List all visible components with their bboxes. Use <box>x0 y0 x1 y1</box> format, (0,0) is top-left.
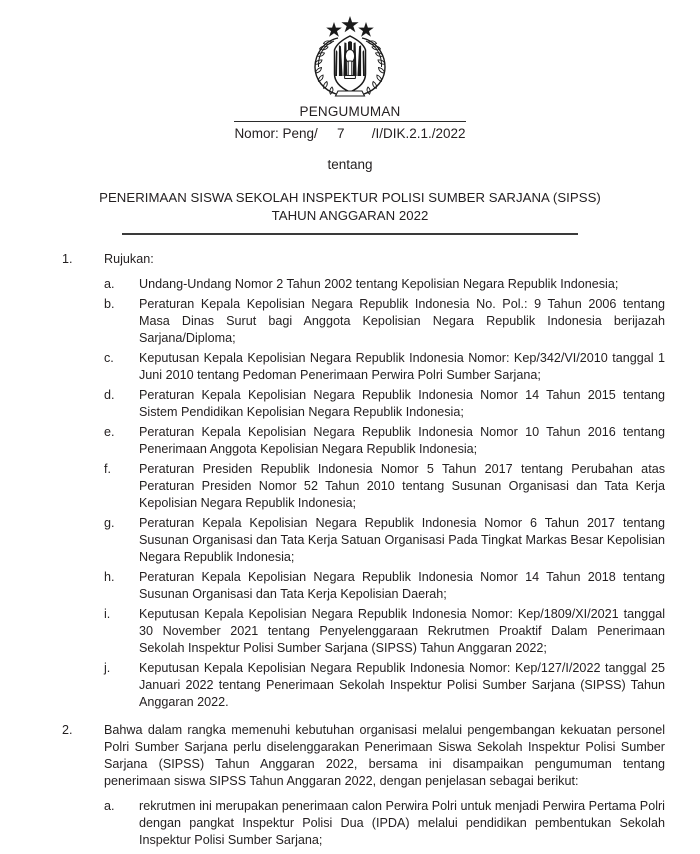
list-item-marker: i. <box>104 606 111 621</box>
list-item-text: Peraturan Presiden Republik Indonesia Nomor 5 Tahun 2017 tentang Perubahan atas Peraturan Presiden Nomor 52 Tahun 2010 tentang Susunan Organisasi dan Tata Kerja Kepolisian Negara Republik Indonesia; <box>139 461 665 510</box>
list-item <box>104 461 665 512</box>
list-item-text: Keputusan Kepala Kepolisian Negara Republik Indonesia Nomor: Kep/127/I/2022 tanggal 25 Januari 2022 tentang Penerimaan Sekolah Inspektur Polisi Sumber Sarjana (SIPSS) Tahun Anggaran 2022. <box>139 660 665 709</box>
title-line-1: PENERIMAAN SISWA SEKOLAH INSPEKTUR POLISI SUMBER SARJANA (SIPSS) <box>99 190 601 205</box>
header-block <box>0 104 700 173</box>
announcement-number-line <box>234 122 465 143</box>
list-item-text: rekrutmen ini merupakan penerimaan calon Perwira Polri untuk menjadi Perwira Pertama Polri dengan pangkat Inspektur Polisi Dua (IPDA) melalui pendidikan pembentukan Sekolah Inspektur Polisi Sumber Sarjana; <box>139 798 665 847</box>
list-item <box>104 424 665 458</box>
list-item-text: Undang-Undang Nomor 2 Tahun 2002 tentang Kepolisian Negara Republik Indonesia; <box>139 276 619 291</box>
list-item-marker: a. <box>104 276 115 291</box>
list-item <box>104 660 665 711</box>
list-item-marker: g. <box>104 515 115 530</box>
list-item-text: Peraturan Kepala Kepolisian Negara Republik Indonesia Nomor 6 Tahun 2017 tentang Susunan Organisasi dan Tata Kerja Satuan Organisasi Pada Tingkat Markas Besar Kepolisian Negara Republik Indonesia; <box>139 515 665 564</box>
announcement-number-group <box>234 104 465 143</box>
emblem-container <box>0 0 700 100</box>
list-item <box>104 515 665 566</box>
section-2-marker: 2. <box>62 722 73 737</box>
list-item-text: Peraturan Kepala Kepolisian Negara Republik Indonesia No. Pol.: 9 Tahun 2006 tentang Masa Dinas Surut bagi Anggota Kepolisian Negara Republik Indonesia berijazah Sarjana/Diploma; <box>139 296 665 345</box>
list-item <box>104 276 665 293</box>
nomor-number: 7 <box>336 126 345 141</box>
section-1-marker: 1. <box>62 251 73 266</box>
polri-tribrata-emblem-icon <box>308 14 392 102</box>
list-item-text: Peraturan Kepala Kepolisian Negara Republik Indonesia Nomor 14 Tahun 2018 tentang Susunan Organisasi dan Tata Kerja Kepolisian Daerah; <box>139 569 665 601</box>
section-2-heading: Bahwa dalam rangka memenuhi kebutuhan organisasi melalui pengembangan kekuatan personel Polri Sumber Sarjana perlu diselenggarakan Penerimaan Siswa Sekolah Inspektur Polisi Sumber Sarjana (SIPSS) Tahun Anggaran 2022, bersama ini disampaikan pengumuman tentang penerimaan siswa SIPSS Tahun Anggaran 2022, dengan penjelasan sebagai berikut: <box>104 722 665 788</box>
section-2-sublist <box>62 798 665 849</box>
announcement-label: PENGUMUMAN <box>234 104 465 122</box>
tentang-label: tentang <box>327 157 373 172</box>
list-item-marker: a. <box>104 798 115 813</box>
document-body <box>0 251 700 849</box>
list-item <box>104 296 665 347</box>
list-item-text: Keputusan Kepala Kepolisian Negara Republik Indonesia Nomor: Kep/342/VI/2010 tanggal 1 Juni 2010 tentang Pedoman Penerimaan Perwira Polri Sumber Sarjana; <box>139 350 665 382</box>
title-line-2: TAHUN ANGGARAN 2022 <box>271 208 429 223</box>
list-item <box>104 798 665 849</box>
list-item-text: Keputusan Kepala Kepolisian Negara Republik Indonesia Nomor: Kep/1809/XI/2021 tanggal 30 November 2021 tentang Penyelenggaraan Rekrutmen Proaktif Dalam Penerimaan Sekolah Inspektur Polisi Sumber Sarjana (SIPSS) Tahun Anggaran 2022; <box>139 606 665 655</box>
nomor-suffix: /I/DIK.2.1./2022 <box>371 126 466 141</box>
list-item-text: Peraturan Kepala Kepolisian Negara Republik Indonesia Nomor 10 Tahun 2016 tentang Penerimaan Anggota Kepolisian Negara Republik Indonesia; <box>139 424 665 456</box>
list-item <box>104 350 665 384</box>
section-1-heading: Rujukan: <box>104 251 154 266</box>
list-item-marker: j. <box>104 660 111 675</box>
list-item-marker: b. <box>104 296 115 311</box>
list-item-marker: h. <box>104 569 115 584</box>
page-title <box>0 189 700 235</box>
list-item-marker: e. <box>104 424 115 439</box>
title-divider <box>122 233 578 235</box>
section-1 <box>62 251 665 268</box>
list-item <box>104 606 665 657</box>
list-item-marker: c. <box>104 350 114 365</box>
list-item <box>104 569 665 603</box>
list-item-marker: f. <box>104 461 111 476</box>
nomor-prefix: Nomor: Peng/ <box>234 126 318 141</box>
list-item-marker: d. <box>104 387 115 402</box>
section-2 <box>62 722 665 790</box>
section-1-sublist <box>62 276 665 711</box>
list-item <box>104 387 665 421</box>
section-spacer <box>62 711 665 722</box>
list-item-text: Peraturan Kepala Kepolisian Negara Republik Indonesia Nomor 14 Tahun 2015 tentang Sistem Pendidikan Kepolisian Negara Republik Indonesia; <box>139 387 665 419</box>
